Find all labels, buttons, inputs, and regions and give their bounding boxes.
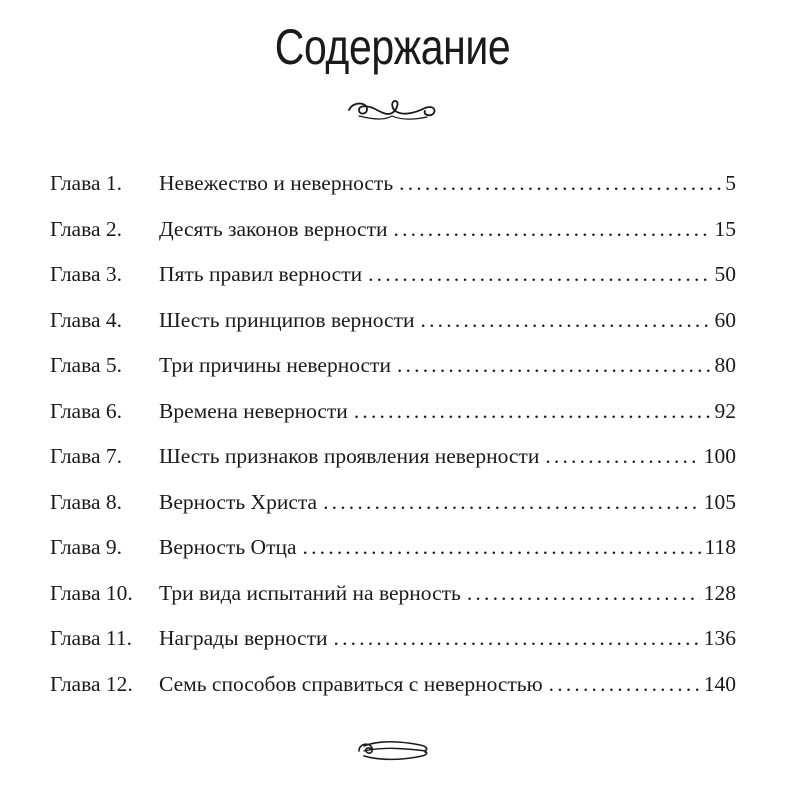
toc-entry[interactable] bbox=[50, 439, 736, 485]
chapter-number: Глава 5. bbox=[50, 353, 122, 377]
chapter-title: Шесть признаков проявления неверности bbox=[159, 444, 540, 468]
chapter-title: Три причины неверности bbox=[159, 353, 391, 377]
page-number: 128 bbox=[703, 580, 736, 605]
chapter-title: Десять законов верности bbox=[159, 216, 388, 241]
chapter-number: Глава 2. bbox=[50, 216, 122, 241]
toc-entry[interactable] bbox=[50, 212, 736, 258]
chapter-title: Шесть принципов верности bbox=[159, 307, 415, 332]
toc-entry[interactable] bbox=[50, 348, 736, 394]
dot-leader bbox=[391, 348, 711, 382]
toc-entry[interactable] bbox=[50, 485, 736, 531]
page-number: 118 bbox=[704, 535, 736, 559]
chapter-number: Глава 1. bbox=[50, 171, 122, 195]
chapter-title: Три вида испытаний на верность bbox=[159, 580, 461, 605]
chapter-number: Глава 12. bbox=[50, 671, 133, 696]
dot-leader bbox=[348, 394, 711, 428]
dot-leader bbox=[388, 212, 711, 246]
page-number: 92 bbox=[714, 398, 736, 423]
page-number: 100 bbox=[703, 444, 736, 468]
dot-leader bbox=[393, 166, 721, 200]
chapter-number: Глава 8. bbox=[50, 489, 122, 514]
dot-leader bbox=[328, 621, 700, 655]
toc-entry[interactable] bbox=[50, 621, 736, 667]
dot-leader bbox=[415, 303, 711, 337]
flourish-icon bbox=[345, 96, 440, 126]
table-of-contents bbox=[50, 166, 736, 712]
chapter-title: Времена неверности bbox=[159, 398, 348, 423]
page-number: 136 bbox=[703, 626, 736, 650]
page-number: 60 bbox=[714, 307, 736, 332]
chapter-number: Глава 9. bbox=[50, 535, 122, 559]
chapter-number: Глава 6. bbox=[50, 398, 122, 423]
toc-entry[interactable] bbox=[50, 530, 736, 576]
chapter-number: Глава 4. bbox=[50, 307, 122, 332]
page-number: 105 bbox=[703, 489, 736, 514]
chapter-number: Глава 7. bbox=[50, 444, 122, 468]
page-title: Содержание bbox=[274, 19, 511, 75]
dot-leader bbox=[539, 439, 699, 473]
toc-entry[interactable] bbox=[50, 257, 736, 303]
page-number: 50 bbox=[714, 262, 736, 286]
chapter-title: Награды верности bbox=[159, 626, 328, 650]
scroll-flourish-icon bbox=[356, 738, 430, 764]
chapter-number: Глава 10. bbox=[50, 580, 133, 605]
toc-entry[interactable] bbox=[50, 166, 736, 212]
chapter-title: Верность Христа bbox=[159, 489, 318, 514]
dot-leader bbox=[543, 667, 700, 701]
toc-entry[interactable] bbox=[50, 303, 736, 349]
page-number: 140 bbox=[703, 671, 736, 696]
chapter-title: Семь способов справиться с неверностью bbox=[159, 671, 543, 696]
page-number: 5 bbox=[725, 171, 736, 195]
dot-leader bbox=[317, 485, 700, 519]
chapter-title: Верность Отца bbox=[159, 535, 297, 559]
page-number: 80 bbox=[714, 353, 736, 377]
toc-entry[interactable] bbox=[50, 667, 736, 713]
chapter-title: Пять правил верности bbox=[159, 262, 363, 286]
dot-leader bbox=[297, 530, 701, 564]
chapter-title: Невежество и неверность bbox=[159, 171, 394, 195]
dot-leader bbox=[362, 257, 710, 291]
dot-leader bbox=[461, 576, 700, 610]
page-number: 15 bbox=[714, 216, 736, 241]
toc-entry[interactable] bbox=[50, 576, 736, 622]
chapter-number: Глава 11. bbox=[50, 626, 132, 650]
toc-entry[interactable] bbox=[50, 394, 736, 440]
chapter-number: Глава 3. bbox=[50, 262, 122, 286]
